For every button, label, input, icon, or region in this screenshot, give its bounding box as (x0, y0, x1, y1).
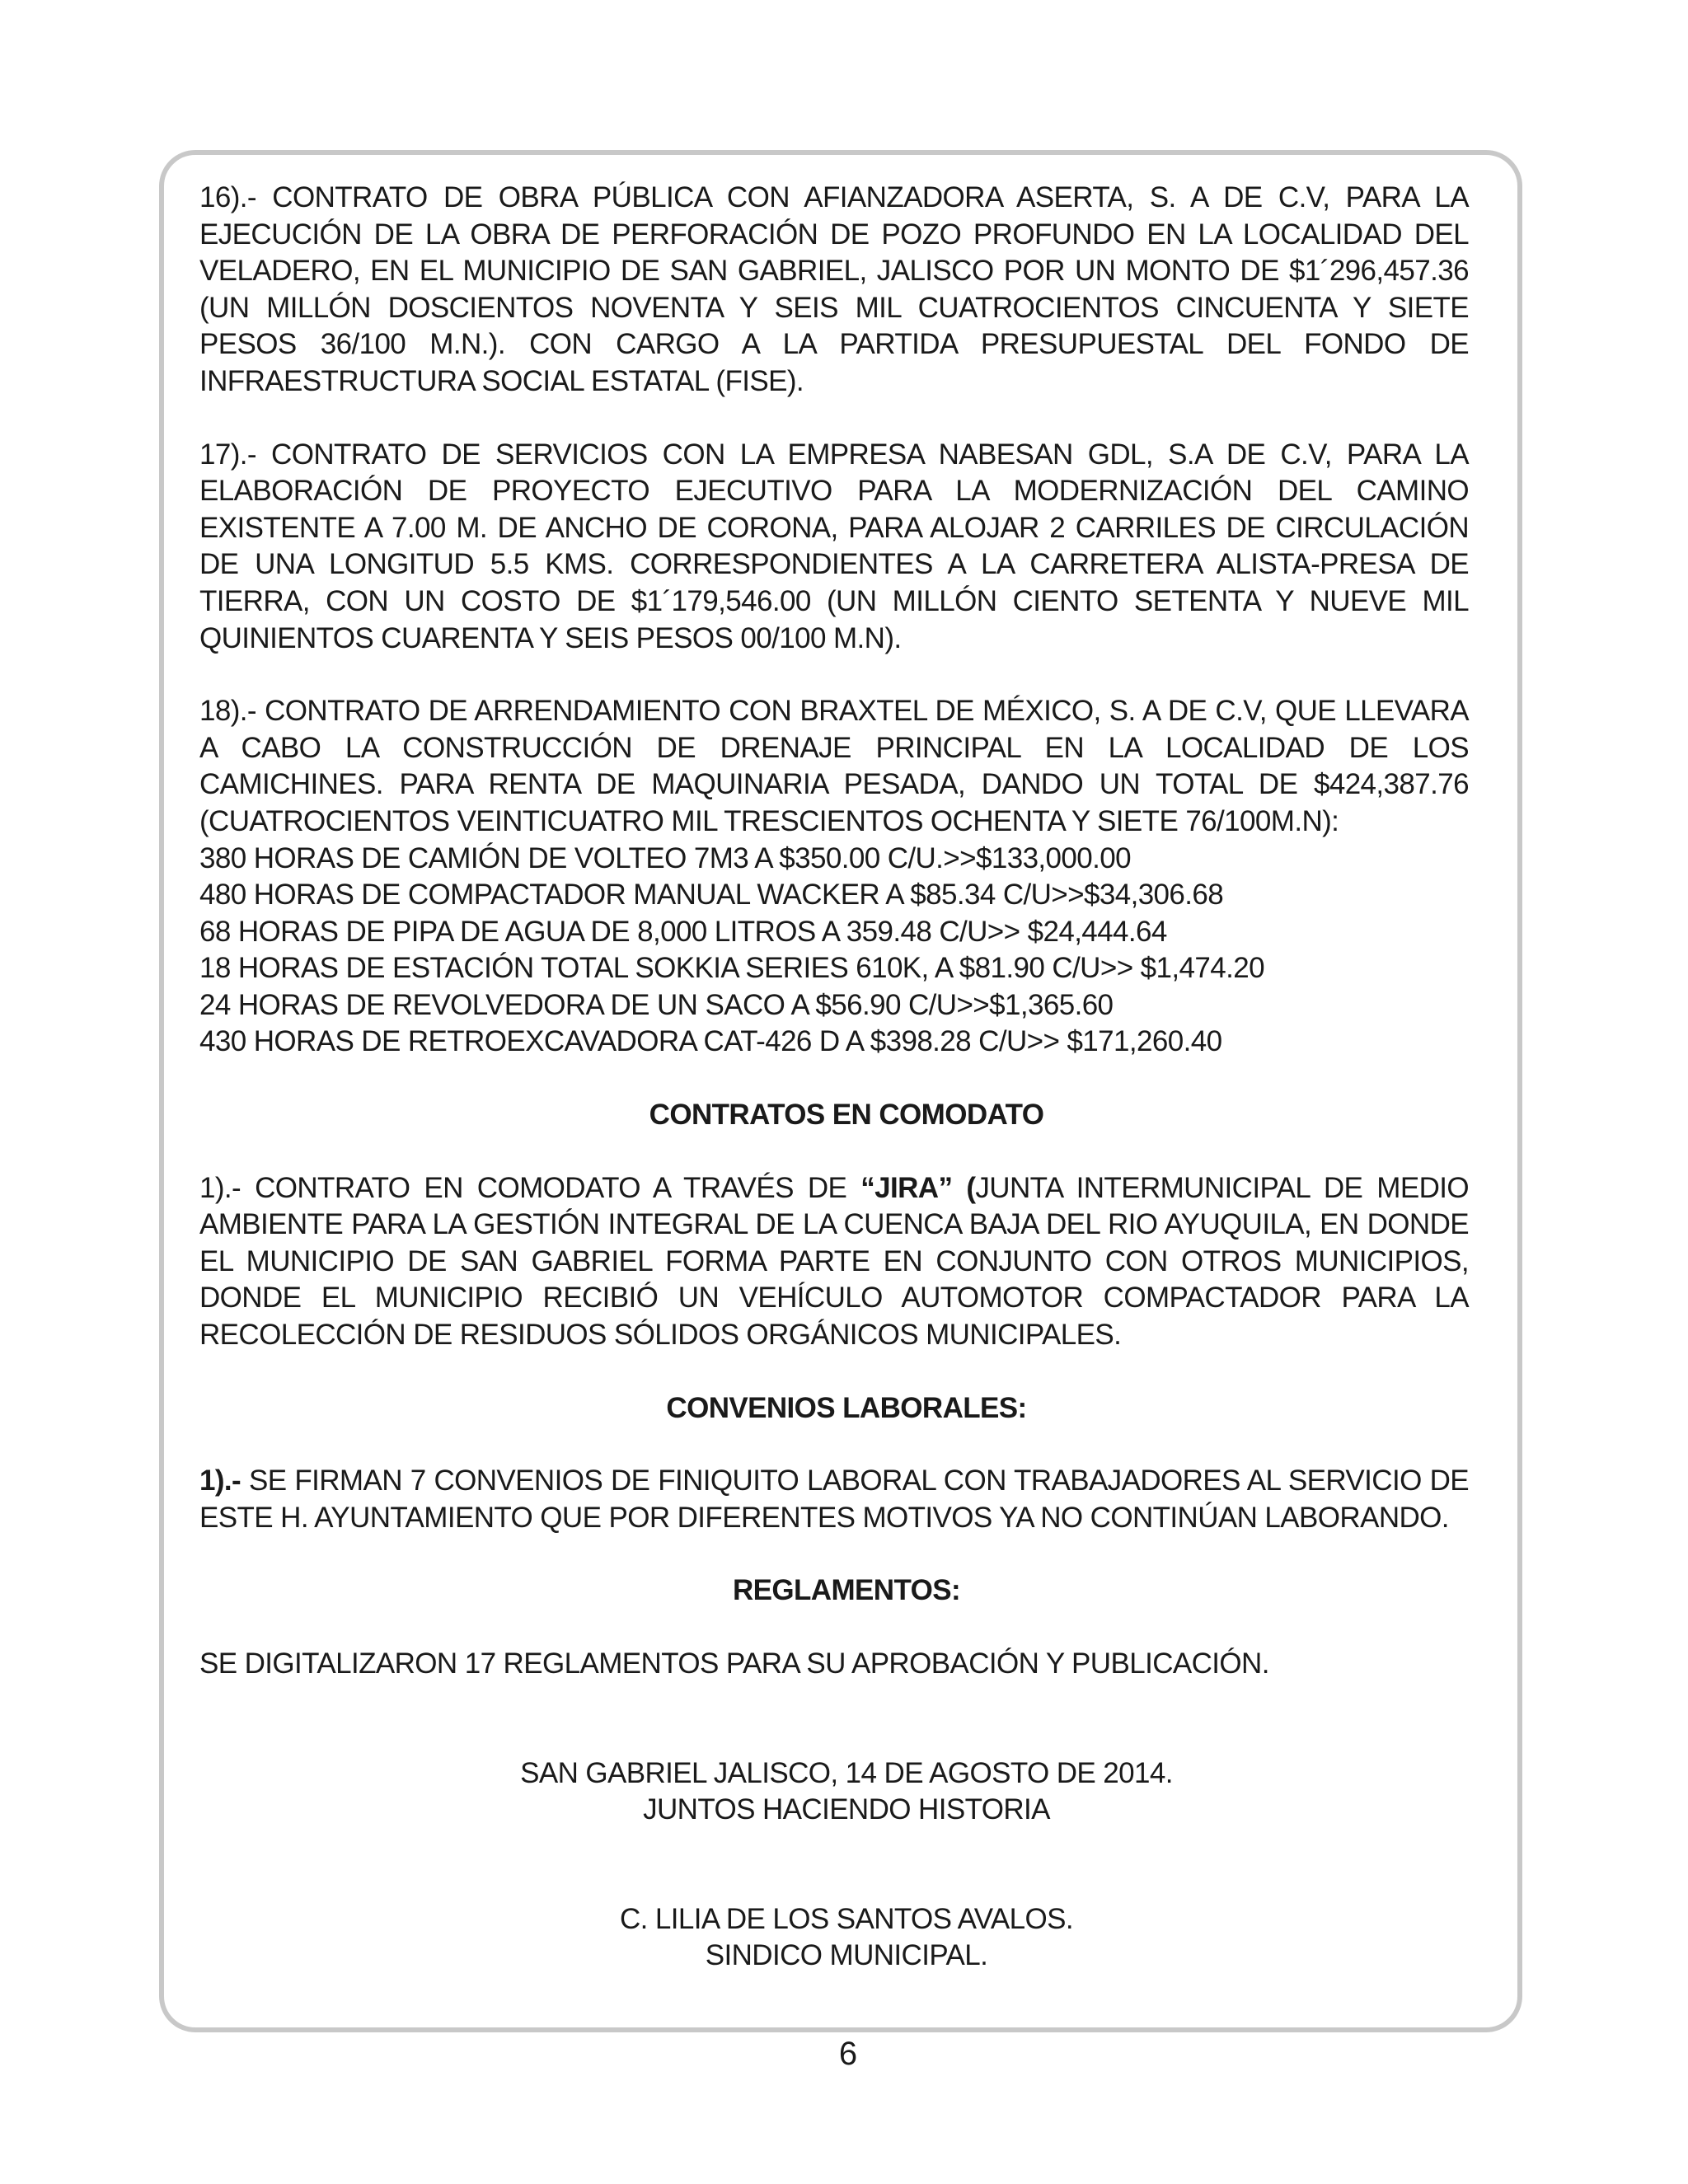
comodato-item-1 (199, 1170, 1469, 1354)
laborales-number: 1).- (199, 1465, 241, 1497)
machinery-line: 68 HORAS DE PIPA DE AGUA DE 8,000 LITROS A 359.48 C/U>> $24,444.64 (199, 915, 1167, 948)
comodato-heading: CONTRATOS EN COMODATO (649, 1099, 1044, 1132)
reglamentos-text: SE DIGITALIZARON 17 REGLAMENTOS PARA SU APROBACIÓN Y PUBLICACIÓN. (199, 1647, 1269, 1680)
signer-name: C. LILIA DE LOS SANTOS AVALOS. (619, 1902, 1073, 1935)
contract-item-17: 17).- CONTRATO DE SERVICIOS CON LA EMPRESA NABESAN GDL, S.A DE C.V, PARA LA ELABORACIÓN DE PROYECTO EJECUTIVO PARA LA MODERNIZACIÓN DEL CAMINO EXISTENTE A 7.00 M. DE ANCHO DE CORONA, PARA ALOJAR 2 CARRILES DE CIRCULACIÓN DE UNA LONGITUD 5.5 KMS. CORRESPONDIENTES A LA CARRETERA ALISTA-PRESA DE TIERRA, CON UN COSTO DE $1´179,546.00 (UN MILLÓN CIENTO SETENTA Y NUEVE MIL QUINIENTOS CUARENTA Y SEIS PESOS 00/100 M.N). (199, 438, 1469, 654)
page-number: 6 (838, 2036, 858, 2072)
comodato-prefix: 1).- CONTRATO EN COMODATO A TRAVÉS DE (199, 1171, 861, 1204)
machinery-line: 430 HORAS DE RETROEXCAVADORA CAT-426 D A $398.28 C/U>> $171,260.40 (199, 1025, 1222, 1058)
laborales-heading: CONVENIOS LABORALES: (666, 1391, 1027, 1424)
machinery-line: 18 HORAS DE ESTACIÓN TOTAL SOKKIA SERIES 610K, A $81.90 C/U>> $1,474.20 (199, 952, 1264, 985)
machinery-line: 380 HORAS DE CAMIÓN DE VOLTEO 7M3 A $350.00 C/U.>>$133,000.00 (199, 841, 1132, 874)
machinery-list (199, 841, 1469, 1062)
place-date: SAN GABRIEL JALISCO, 14 DE AGOSTO DE 2014. (520, 1756, 1173, 1789)
jira-label: “JIRA” ( (860, 1171, 976, 1204)
reglamentos-heading: REGLAMENTOS: (732, 1574, 961, 1607)
signer-title: SINDICO MUNICIPAL. (705, 1939, 988, 1972)
contract-item-16: 16).- CONTRATO DE OBRA PÚBLICA CON AFIANZADORA ASERTA, S. A DE C.V, PARA LA EJECUCIÓN DE LA OBRA DE PERFORACIÓN DE POZO PROFUNDO EN LA LOCALIDAD DEL VELADERO, EN EL MUNICIPIO DE SAN GABRIEL, JALISCO POR UN MONTO DE $1´296,457.36 (UN MILLÓN DOSCIENTOS NOVENTA Y SEIS MIL CUATROCIENTOS CINCUENTA Y SIETE PESOS 36/100 M.N.). CON CARGO A LA PARTIDA PRESUPUESTAL DEL FONDO DE INFRAESTRUCTURA SOCIAL ESTATAL (FISE). (199, 181, 1469, 397)
machinery-line: 480 HORAS DE COMPACTADOR MANUAL WACKER A $85.34 C/U>>$34,306.68 (199, 879, 1224, 912)
document-body (199, 180, 1469, 1975)
laborales-text: SE FIRMAN 7 CONVENIOS DE FINIQUITO LABORAL CON TRABAJADORES AL SERVICIO DE ESTE H. AYUNTAMIENTO QUE POR DIFERENTES MOTIVOS YA NO CONTINÚAN LABORANDO. (199, 1465, 1469, 1534)
contract-item-18: 18).- CONTRATO DE ARRENDAMIENTO CON BRAXTEL DE MÉXICO, S. A DE C.V, QUE LLEVARA A CABO LA CONSTRUCCIÓN DE DRENAJE PRINCIPAL EN LA LOCALIDAD DE LOS CAMICHINES. PARA RENTA DE MAQUINARIA PESADA, DANDO UN TOTAL DE $424,387.76 (CUATROCIENTOS VEINTICUATRO MIL TRESCIENTOS OCHENTA Y SIETE 76/100M.N): (199, 695, 1469, 837)
comodato-text: JUNTA INTERMUNICIPAL DE MEDIO AMBIENTE PARA LA GESTIÓN INTEGRAL DE LA CUENCA BAJA DEL RIO AYUQUILA, EN DONDE EL MUNICIPIO DE SAN GABRIEL FORMA PARTE EN CONJUNTO CON OTROS MUNICIPIOS, DONDE EL MUNICIPIO RECIBIÓ UN VEHÍCULO AUTOMOTOR COMPACTADOR PARA LA RECOLECCIÓN DE RESIDUOS SÓLIDOS ORGÁNICOS MUNICIPALES. (199, 1171, 1469, 1352)
machinery-line: 24 HORAS DE REVOLVEDORA DE UN SACO A $56.90 C/U>>$1,365.60 (199, 988, 1114, 1021)
motto: JUNTOS HACIENDO HISTORIA (643, 1793, 1050, 1826)
laborales-item-1 (199, 1463, 1469, 1536)
